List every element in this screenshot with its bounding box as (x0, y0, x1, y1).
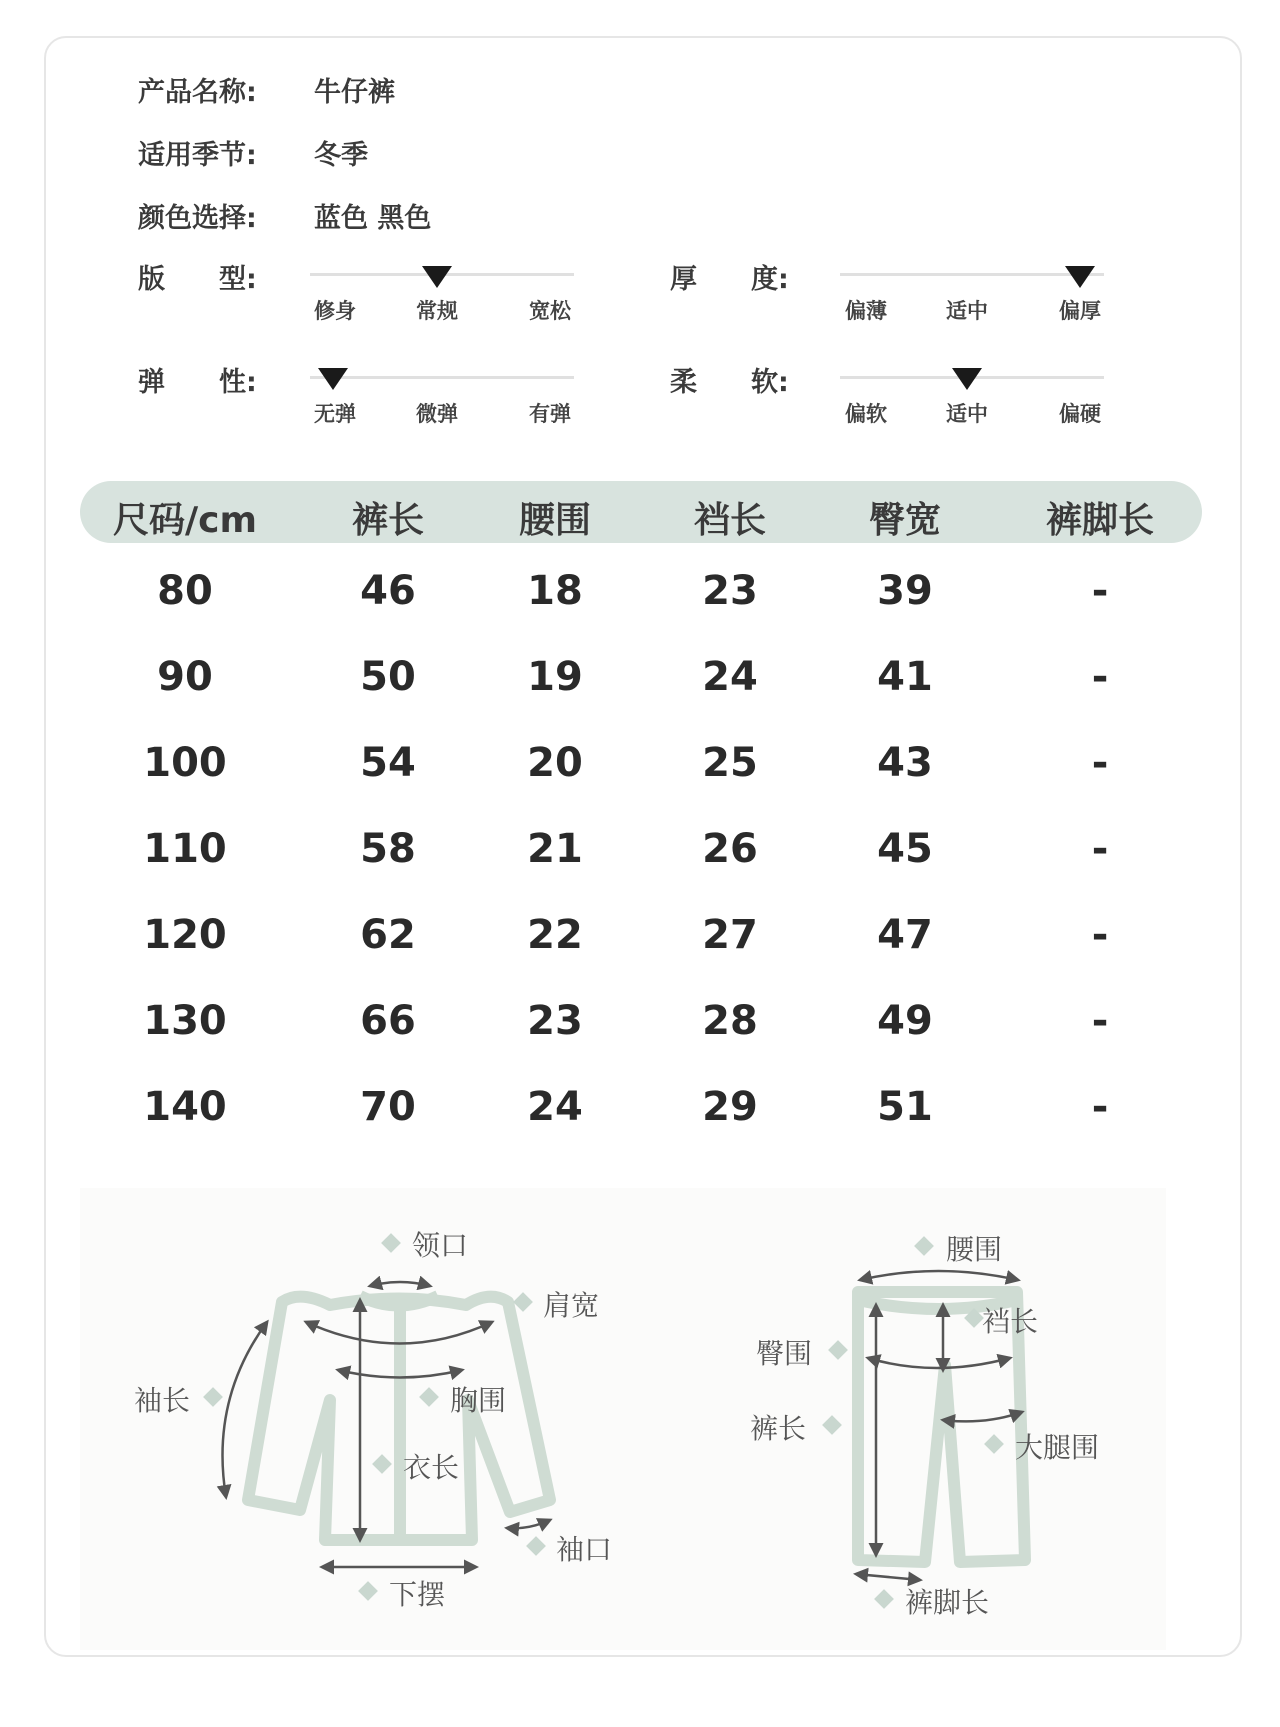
scale-elasticity-option: 微弹 (416, 402, 458, 426)
scale-thickness-option: 偏厚 (1059, 299, 1101, 323)
scale-softness-option: 适中 (946, 402, 988, 426)
table-cell: - (1091, 740, 1109, 786)
season-value: 冬季 (314, 140, 368, 171)
table-header-cell: 裤脚长 (1045, 500, 1155, 541)
table-row-size: 110 (143, 826, 227, 872)
table-row-size: 140 (143, 1084, 227, 1130)
table-cell: 70 (360, 1084, 416, 1130)
top-measure-arrows (222, 1282, 550, 1567)
table-header-cell: 腰围 (518, 500, 592, 541)
product-name-value: 牛仔裤 (314, 77, 395, 108)
table-cell: 47 (877, 912, 933, 958)
table-cell: 28 (702, 998, 758, 1044)
scale-fit-label: 版 型: (138, 264, 257, 295)
label-leg-opening: 裤脚长 (905, 1586, 990, 1619)
season-label: 适用季节: (138, 140, 257, 171)
table-row-size: 100 (143, 740, 227, 786)
table-cell: 24 (527, 1084, 583, 1130)
table-cell: 25 (702, 740, 758, 786)
table-cell: 23 (527, 998, 583, 1044)
label-rise: 裆长 (982, 1305, 1039, 1338)
scale-thickness-option: 适中 (946, 299, 988, 323)
table-row-size: 80 (157, 568, 213, 614)
table-cell: 23 (702, 568, 758, 614)
table-cell: 43 (877, 740, 933, 786)
table-header-cell: 尺码/cm (112, 500, 258, 541)
table-header-cell: 裆长 (693, 500, 767, 541)
table-cell: 26 (702, 826, 758, 872)
table-cell: 49 (877, 998, 933, 1044)
table-cell: - (1091, 568, 1109, 614)
scale-elasticity-label: 弹 性: (138, 367, 257, 398)
table-header-cell: 臀宽 (868, 500, 942, 541)
table-row-size: 130 (143, 998, 227, 1044)
table-cell: - (1091, 1084, 1109, 1130)
table-cell: 18 (527, 568, 583, 614)
label-chest: 胸围 (450, 1384, 507, 1417)
color-value: 蓝色 黑色 (314, 203, 432, 234)
table-cell: 24 (702, 654, 758, 700)
label-thigh: 大腿围 (1015, 1431, 1100, 1464)
table-cell: 41 (877, 654, 933, 700)
scale-softness-option: 偏硬 (1059, 402, 1101, 426)
scale-softness-option: 偏软 (845, 402, 887, 426)
table-cell: 27 (702, 912, 758, 958)
table-cell: 46 (360, 568, 416, 614)
scale-elasticity-option: 无弹 (314, 402, 356, 426)
table-cell: 62 (360, 912, 416, 958)
table-cell: 58 (360, 826, 416, 872)
table-cell: - (1091, 912, 1109, 958)
table-cell: 20 (527, 740, 583, 786)
label-hem: 下摆 (389, 1578, 446, 1611)
label-hip: 臀围 (756, 1337, 813, 1370)
label-body-length: 衣长 (403, 1451, 460, 1484)
label-sleeve-length: 袖长 (134, 1384, 191, 1417)
label-waist: 腰围 (946, 1233, 1003, 1266)
table-cell: - (1091, 654, 1109, 700)
color-label: 颜色选择: (138, 203, 257, 234)
label-cuff: 袖口 (556, 1533, 613, 1566)
scale-fit-option: 修身 (314, 299, 356, 323)
scale-fit-option: 宽松 (529, 299, 571, 323)
table-cell: 19 (527, 654, 583, 700)
table-cell: 22 (527, 912, 583, 958)
table-cell: 39 (877, 568, 933, 614)
label-collar: 领口 (412, 1229, 469, 1262)
scale-thickness-option: 偏薄 (845, 299, 887, 323)
table-header-cell: 裤长 (351, 500, 425, 541)
table-cell: 54 (360, 740, 416, 786)
table-row-size: 90 (157, 654, 213, 700)
table-cell: - (1091, 998, 1109, 1044)
table-cell: 51 (877, 1084, 933, 1130)
table-cell: 66 (360, 998, 416, 1044)
product-name-label: 产品名称: (138, 77, 257, 108)
table-row-size: 120 (143, 912, 227, 958)
table-cell: 29 (702, 1084, 758, 1130)
label-shoulder: 肩宽 (543, 1289, 600, 1322)
scale-elasticity-option: 有弹 (529, 402, 571, 426)
label-pants-length: 裤长 (750, 1412, 807, 1445)
table-cell: - (1091, 826, 1109, 872)
table-cell: 21 (527, 826, 583, 872)
scale-thickness-label: 厚 度: (670, 264, 789, 295)
table-cell: 50 (360, 654, 416, 700)
scale-softness-label: 柔 软: (670, 367, 789, 398)
table-cell: 45 (877, 826, 933, 872)
scale-fit-option: 常规 (416, 299, 458, 323)
